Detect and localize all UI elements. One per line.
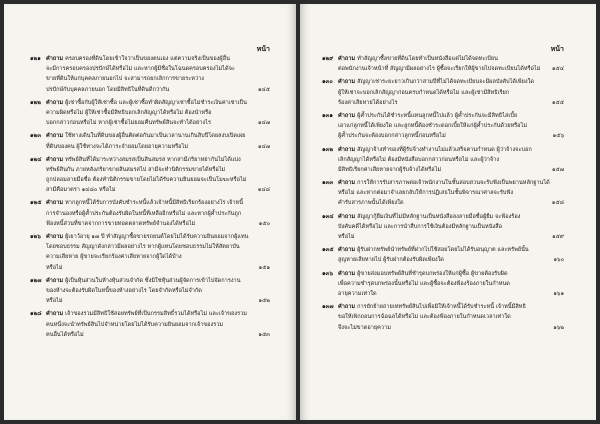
entry-text: หรือไม่ [46, 298, 63, 305]
entry-page-number: ๑๕๗ [552, 166, 564, 173]
entry-text: สัญญาจ้างทำของที่ผู้รับจ้างทำงานไม่แล้วเสร็จตามกำหนด ผู้ว่าจ้างจะบอก [357, 146, 532, 153]
entry-page-number: ๑๔๘ [257, 187, 270, 194]
entry-text: ความเสียหาย ผู้ขายจะเรียกร้องค่าเสียหายจากผู้ใดได้บ้าง [46, 254, 182, 261]
entry-keyword: คำถาม [338, 79, 356, 86]
entry-number: ๑๒๖ [30, 234, 41, 240]
entry-text: ความผิดหรือไม่ ผู้ให้เช่าซื้อมีสิทธิบอกเลิกสัญญาได้หรือไม่ ต้องนำหรือ [46, 109, 212, 116]
entry-text: ทรัพย์สินกัน ภายหลังภริยาขายสินสมรสไป สามีจะทำนิติกรรมขายได้หรือไม่ [46, 166, 226, 173]
entry-line [30, 330, 270, 340]
entry-text: จะมีการครอบครองปรปักษ์ได้หรือไม่ และหากผู้มีชื่อในโฉนดครอบครองไม่ได้จะ [46, 66, 235, 73]
entry-text: ที่ดินของคน ผู้ใช้ทางจะได้ภาระจำยอมโดยอายุความหรือไม่ [46, 143, 189, 150]
entry-keyword: คำถาม [46, 99, 64, 106]
entry-line [322, 255, 564, 265]
entry-line [322, 323, 564, 333]
entry-line [30, 286, 270, 296]
entry-line [30, 242, 270, 252]
toc-entry [322, 145, 564, 176]
entry-text: ขายที่ดินให้แก่บุคคลภายนอกไป จะสามารถยกเลิกการขายระหว่าง [46, 76, 205, 83]
entry-text: ผู้ค้ำประกันจะต้องบอกกล่าวลูกหนี้ก่อนหรือไม่ [338, 133, 446, 140]
entry-text: ใช้ทางเดินในที่ดินของผู้อื่นติดต่อกันมาเป็นเวลานานเกินสิบปีโดยสงบเปิดเผย [65, 133, 246, 140]
toc-entry [30, 309, 270, 340]
entry-number: ๑๓๒ [322, 146, 334, 153]
entry-text: ทรัพย์สินที่ได้มาระหว่างสมรสเป็นสินสมรส หากสามีภริยาหย่ากันไม่ได้แบ่ง [65, 156, 241, 163]
entry-line [30, 198, 270, 208]
entry-text: เพื่อความชำรุดบกพร่องนั้นหรือไม่ และผู้ซื้อจะต้องฟ้องร้องภายในกำหนด [338, 280, 510, 287]
entry-line [322, 98, 564, 108]
entry-line [322, 54, 564, 64]
entry-text: ฟ้องหนี้ส่วนที่ขาดจากการขายทอดตลาดทรัพย์จำนองได้หรือไม่ [46, 220, 196, 227]
entry-line [30, 185, 270, 195]
entry-line [322, 245, 564, 255]
toc-entry [322, 302, 564, 333]
entry-text: หรือไม่ [338, 234, 355, 240]
entry-line [30, 54, 270, 64]
toc-entry [322, 77, 564, 108]
entry-page-number: ๑๕๔ [551, 66, 564, 73]
entry-page-number: ๑๕๓ [258, 331, 270, 338]
entry-text: ผู้ขายส่งมอบทรัพย์สินที่ชำรุดบกพร่องให้แก่ผู้ซื้อ ผู้ขายต้องรับผิด [357, 270, 508, 277]
entry-number: ๑๒๑ [30, 56, 41, 62]
entry-text: คนอื่นได้หรือไม่ [46, 331, 84, 338]
entry-line [30, 155, 270, 165]
entry-text: ของห้างจะต้องรับผิดในหนี้ของห้างอย่างไร โดยจำกัดหรือไม่จำกัด [46, 287, 202, 294]
entry-number: ๑๓๐ [322, 79, 333, 86]
entry-page-number: ๑๔๗ [258, 143, 270, 150]
entry-keyword: คำถาม [46, 200, 64, 207]
entry-line [30, 219, 270, 229]
entry-line [322, 178, 564, 188]
entry-text: การให้การรับสารภาพต่อเจ้าพนักงานในชั้นสอบสวนจะรับฟังเป็นพยานหลักฐานได้ [357, 180, 550, 187]
entry-number: ๑๓๑ [322, 112, 333, 119]
toc-entry [322, 269, 564, 300]
entry-keyword: คำถาม [338, 56, 356, 62]
entry-number: ๑๒๔ [30, 156, 42, 163]
entry-page-number: ๑๕๘ [551, 200, 564, 207]
entry-line [322, 289, 564, 299]
entry-keyword: คำถาม [338, 213, 356, 220]
entry-line [30, 209, 270, 219]
entry-line [322, 111, 564, 121]
entry-list [4, 54, 296, 343]
entry-keyword: คำถาม [338, 112, 356, 119]
entry-line [30, 118, 270, 128]
toc-entry [322, 178, 564, 209]
entry-text: โดยชอบธรรม สัญญาดังกล่าวมีผลอย่างไร หากผู้แทนโดยชอบธรรมไม่ให้สัตยาบัน [46, 244, 240, 251]
toc-entry [30, 155, 270, 196]
entry-page-number: ๑๕๙ [552, 234, 564, 240]
entry-number: ๑๒๕ [30, 200, 42, 207]
entry-keyword: คำถาม [46, 311, 64, 318]
entry-text: ผู้รับฝากทรัพย์นำทรัพย์ที่ฝากไปใช้สอยโดยไม่ได้รับอนุญาต และทรัพย์นั้น [357, 247, 529, 254]
entry-text: สามีคือมาตรา ๑๔๘๐ หรือไม่ [46, 187, 116, 194]
entry-text: มีสิทธิเรียกค่าเสียหายจากผู้รับจ้างได้หรือไม่ [338, 166, 442, 173]
entry-page-number: ๑๕๐ [258, 220, 270, 227]
toc-entry [30, 98, 270, 129]
entry-line [322, 232, 564, 242]
entry-text: บังคับคดีได้หรือไม่ และการนำสืบการใช้เงินต้องมีหลักฐานเป็นหนังสือ [338, 223, 503, 230]
entry-keyword: คำถาม [338, 304, 356, 311]
entry-keyword: คำถาม [46, 277, 64, 284]
entry-line [322, 212, 564, 222]
entry-keyword: คำถาม [46, 234, 64, 240]
entry-line [30, 74, 270, 84]
entry-line [322, 165, 564, 175]
entry-number: ๑๓๗ [322, 304, 334, 311]
entry-number: ๑๒๒ [30, 99, 41, 106]
entry-text: ครอบครองที่ดินโดยเข้าใจว่าเป็นของตนเอง แต่ความจริงเป็นของผู้อื่น [65, 56, 230, 62]
entry-list [300, 54, 596, 336]
entry-text: จึงจะไม่ขาดอายุความ [338, 324, 391, 331]
entry-keyword: คำถาม [46, 156, 64, 163]
toc-entry [30, 198, 270, 229]
entry-text: ผู้ให้เช่าจะบอกเลิกสัญญาก่อนครบกำหนดได้หรือไม่ และผู้เช่ามีสิทธิเรียก [338, 89, 510, 96]
entry-line [322, 88, 564, 98]
entry-line [322, 155, 564, 165]
left-page [4, 4, 296, 420]
entry-text: การจำนองหรือผู้ค้ำประกันต้องรับผิดในหนี้ที่เหลืออีกหรือไม่ และหากผู้ค้ำประกันถูก [46, 210, 242, 217]
entry-text: ปรปักษ์กับบุคคลภายนอก โดยมีสิทธิในที่ดินดีกว่ากัน [46, 86, 170, 93]
entry-text: หากลูกหนี้ได้รับการบังคับชำระหนี้แล้วเจ้าหนี้มีสิทธิเรียกร้องอย่างไร เจ้าหนี้ [65, 200, 244, 207]
entry-keyword: คำถาม [338, 146, 356, 153]
toc-entry [30, 131, 270, 151]
entry-text: การยักย้ายถ่ายเททรัพย์สินไปเพื่อมิให้เจ้าหนี้ได้รับชำระหนี้ เจ้าหนี้มีสิทธิ [357, 304, 526, 311]
entry-number: ๑๓๕ [322, 247, 334, 254]
toc-entry [322, 245, 564, 265]
toc-entry [322, 111, 564, 142]
entry-number: ๑๒๘ [30, 311, 42, 318]
entry-text: ผู้เช่าซื้อกับผู้ให้เช่าซื้อ และผู้เช่าซื้อทำผิดสัญญาเช่าซื้อไม่ชำระเงินค่าเช่าเป็น [65, 99, 247, 106]
entry-text: เอาแก่ลูกหนี้ได้เพียงใด และลูกหนี้ต้องชำระดอกเบี้ยให้แก่ผู้ค้ำประกันด้วยหรือไม่ [338, 123, 528, 130]
entry-number: ๑๓๖ [322, 270, 333, 277]
page-column-header: หน้า [550, 44, 564, 53]
entry-text: หรือไม่ และหากต่อมาจำเลยกลับให้การปฏิเสธในชั้นพิจารณาศาลจะรับฟัง [338, 190, 514, 197]
entry-text: คนหนึ่งจะนำทรัพย์สินไปจำหน่ายโดยไม่ได้รับความยินยอมจากเจ้าของรวม [46, 321, 224, 328]
entry-line [30, 263, 270, 273]
entry-keyword: คำถาม [338, 180, 356, 187]
entry-line [30, 108, 270, 118]
entry-page-number: ๑๖๐ [553, 257, 564, 264]
page-column-header: หน้า [256, 44, 270, 53]
entry-line [30, 276, 270, 286]
entry-number: ๑๒๙ [322, 56, 334, 62]
entry-line [322, 188, 564, 198]
entry-page-number: ๑๖๑ [553, 290, 564, 297]
entry-page-number: ๑๖๒ [553, 324, 564, 331]
entry-number: ๑๓๔ [322, 213, 334, 220]
entry-line [322, 145, 564, 155]
entry-line [322, 222, 564, 232]
entry-text: สูญหายเสียหายไป ผู้รับฝากต้องรับผิดเพียงใด [338, 257, 444, 264]
entry-number: ๑๓๓ [322, 180, 334, 187]
entry-text: หรือไม่ [46, 264, 63, 271]
entry-text: ถูกปลอมลายมือชื่อ ต้องทำนิติกรรมขายโดยไม่ได้รับความยินยอมจะเป็นโมฆะหรือไม่ [46, 177, 247, 184]
entry-text: ขอให้เพิกถอนการฉ้อฉลได้หรือไม่ และต้องฟ้องภายในกำหนดเวลาเท่าใด [338, 314, 511, 321]
entry-line [30, 296, 270, 306]
entry-line [322, 131, 564, 141]
entry-text: ต่อพนักงานเจ้าหน้าที่ สัญญามีผลอย่างไร ผู้ซื้อจะเรียกให้ผู้ขายไปจดทะเบียนได้หรือไม่ [338, 66, 541, 73]
entry-line [322, 77, 564, 87]
entry-text: เจ้าของรวมมีสิทธิใช้สอยทรัพย์ที่เป็นกรรมสิทธิ์รวมได้หรือไม่ และเจ้าของรวม [65, 311, 247, 318]
entry-text: อายุความเท่าใด [338, 290, 377, 297]
entry-number: ๑๒๗ [30, 277, 42, 284]
toc-entry [30, 232, 270, 273]
entry-line [30, 232, 270, 242]
entry-text: คำรับสารภาพนั้นได้เพียงใด [338, 200, 404, 207]
entry-page-number: ๑๔๕ [257, 86, 270, 93]
entry-text: สัญญาเช่าระยะยาวเกินกว่าสามปีที่ไม่ได้จดทะเบียนจะมีผลบังคับได้เพียงใด [357, 79, 534, 86]
entry-line [30, 165, 270, 175]
entry-keyword: คำถาม [46, 133, 64, 140]
entry-text: ผู้เป็นหุ้นส่วนในห้างหุ้นส่วนจำกัด ซึ่งมิใช่หุ้นส่วนผู้จัดการเข้าไปจัดการงาน [65, 277, 241, 284]
entry-text: ร้องค่าเสียหายได้อย่างไร [338, 99, 398, 106]
entry-line [322, 302, 564, 312]
entry-page-number: ๑๔๗ [258, 120, 270, 127]
entry-line [30, 320, 270, 330]
entry-keyword: คำถาม [46, 56, 64, 62]
entry-line [30, 98, 270, 108]
entry-line [322, 64, 564, 74]
entry-page-number: ๑๕๒ [258, 298, 270, 305]
entry-text: บอกกล่าวก่อนหรือไม่ หากผู้เช่าซื้อไม่ยอมคืนทรัพย์สินจะทำได้อย่างไร [46, 120, 211, 127]
entry-line [322, 312, 564, 322]
entry-keyword: คำถาม [338, 247, 356, 254]
entry-text: ผู้เยาว์อายุ ๑๗ ปี ทำสัญญาซื้อขายรถยนต์โดยไม่ได้รับความยินยอมจากผู้แทน [65, 234, 249, 240]
toc-entry [322, 54, 564, 74]
toc-entry [30, 54, 270, 95]
entry-line [322, 121, 564, 131]
entry-line [30, 64, 270, 74]
entry-line [30, 252, 270, 262]
entry-line [30, 131, 270, 141]
entry-line [30, 175, 270, 185]
toc-entry [322, 212, 564, 243]
entry-text: เลิกสัญญาได้หรือไม่ ต้องมีหนังสือบอกกล่าวก่อนหรือไม่ และผู้ว่าจ้าง [338, 156, 500, 163]
entry-line [30, 309, 270, 319]
entry-line [322, 269, 564, 279]
entry-page-number: ๑๕๕ [551, 99, 564, 106]
entry-page-number: ๑๕๖ [552, 133, 564, 140]
entry-text: สัญญากู้ยืมเงินที่ไม่มีหลักฐานเป็นหนังสือลงลายมือชื่อผู้ยืม จะฟ้องร้อง [357, 213, 521, 220]
entry-line [322, 198, 564, 208]
entry-keyword: คำถาม [338, 270, 356, 277]
entry-line [30, 85, 270, 95]
entry-text: ทำสัญญาซื้อขายที่ดินโดยทำเป็นหนังสือแต่ไม่ได้จดทะเบียน [357, 56, 498, 62]
entry-text: ผู้ค้ำประกันได้ชำระหนี้แทนลูกหนี้ไปแล้ว ผู้ค้ำประกันจะมีสิทธิไล่เบี้ย [357, 112, 518, 119]
entry-line [322, 279, 564, 289]
right-page [300, 4, 596, 420]
toc-entry [30, 276, 270, 307]
entry-line [30, 142, 270, 152]
entry-page-number: ๑๕๑ [258, 264, 270, 271]
entry-number: ๑๒๓ [30, 133, 42, 140]
